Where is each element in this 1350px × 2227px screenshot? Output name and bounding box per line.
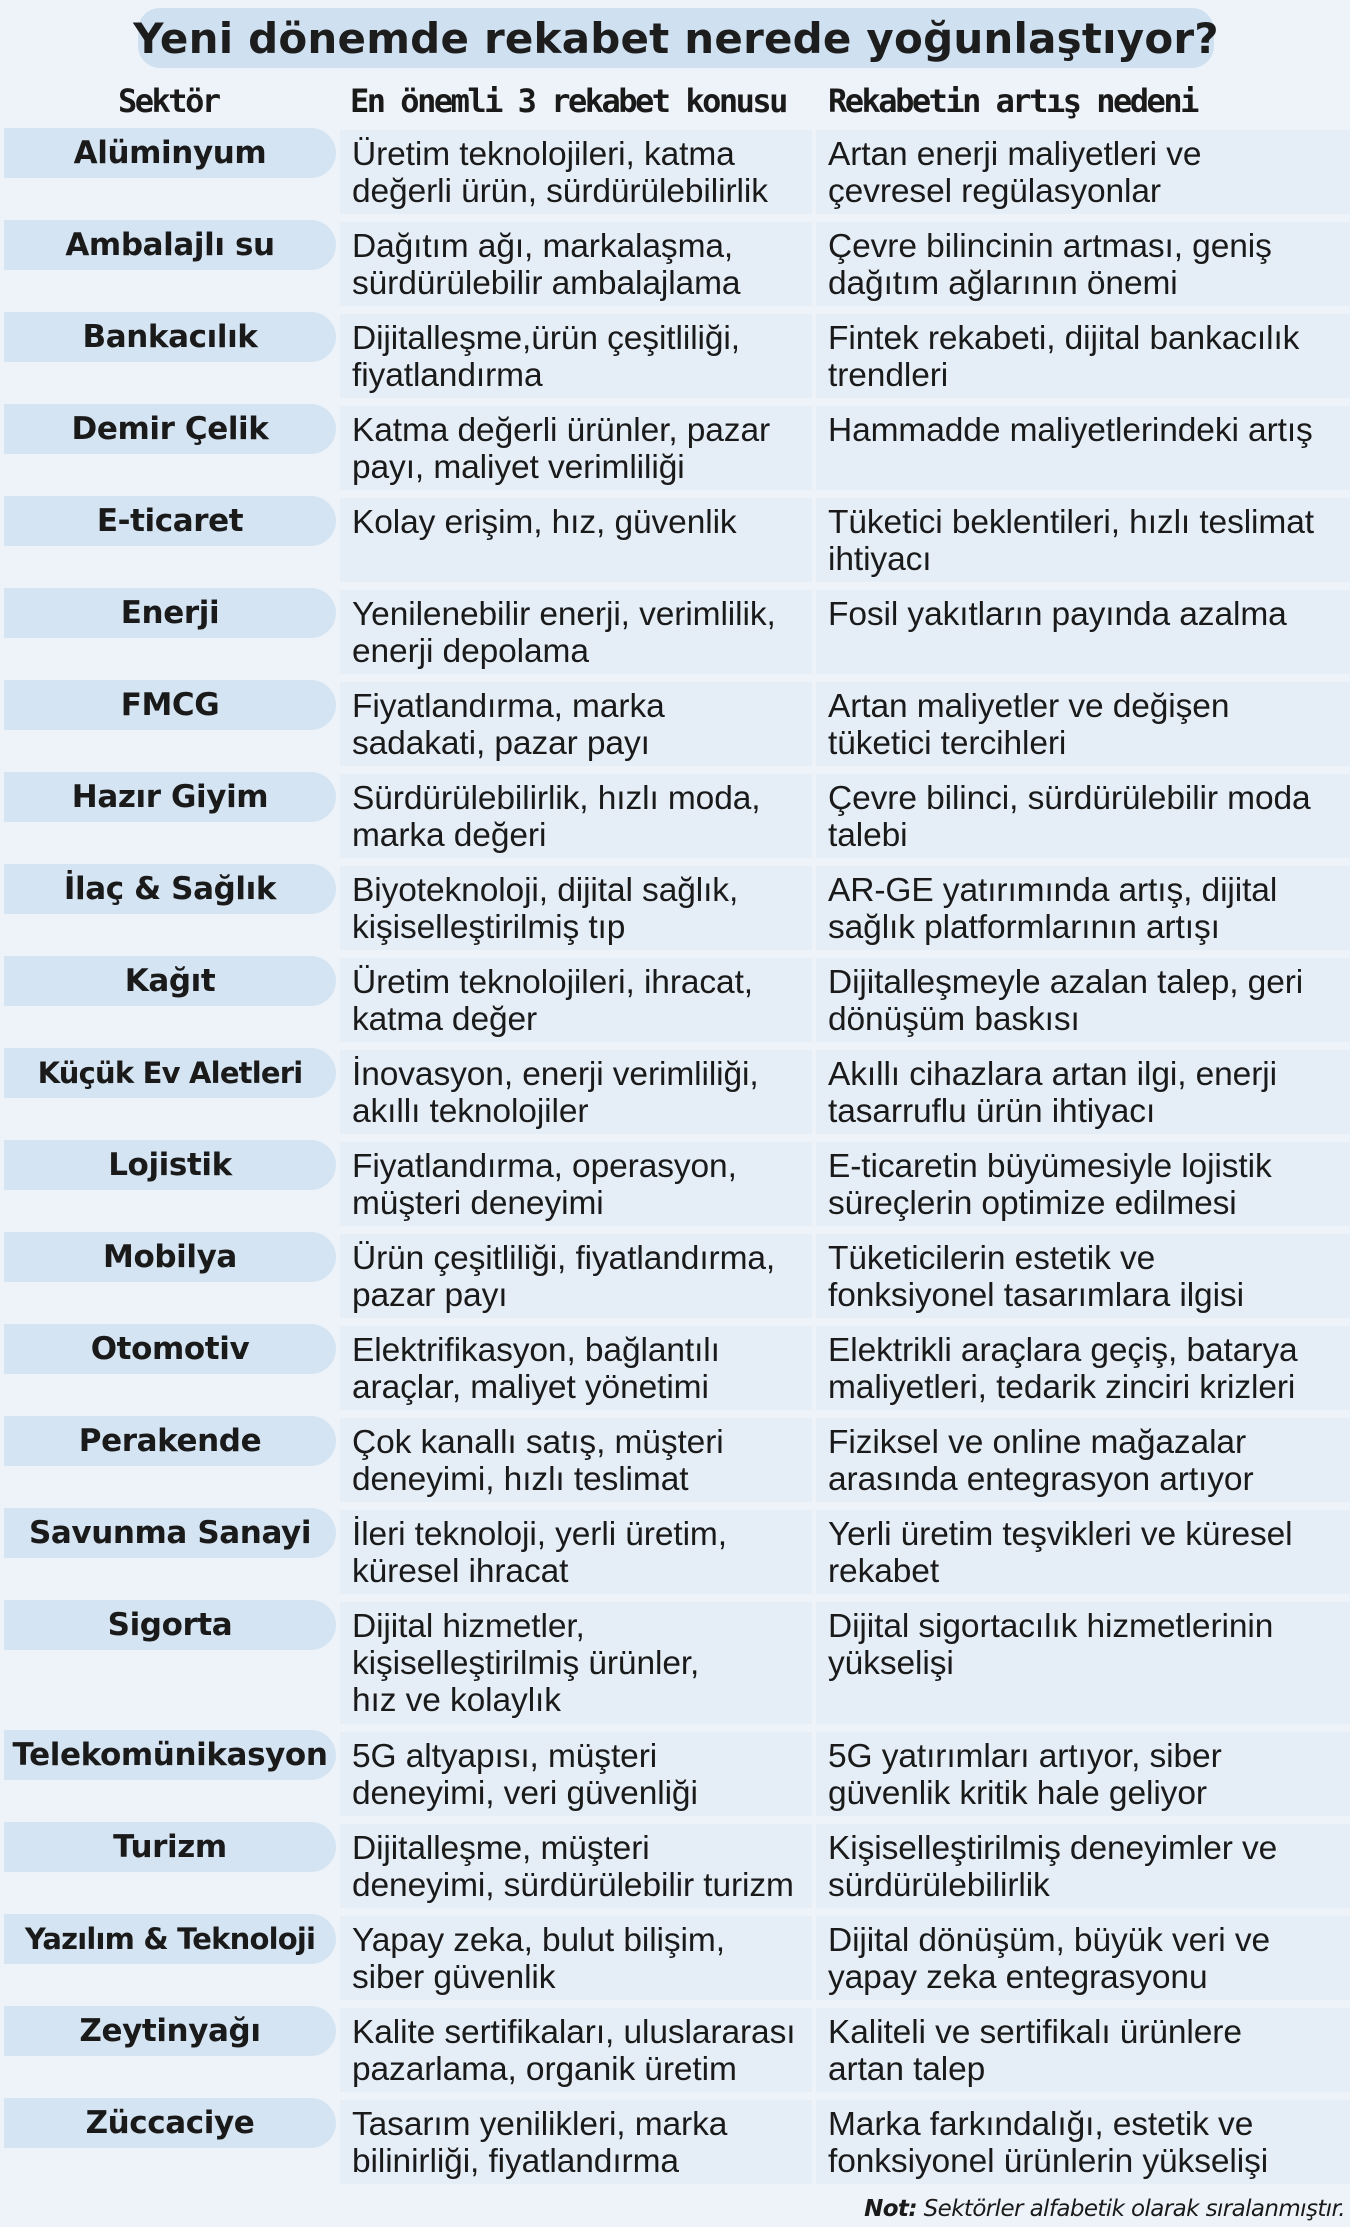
reason-cell: Hammadde maliyetlerindeki artış: [816, 406, 1350, 490]
table-row: [0, 1912, 1350, 2004]
title-banner: [133, 8, 1219, 68]
sector-label: E-ticaret: [4, 496, 336, 546]
sector-label: Alüminyum: [4, 128, 336, 178]
sector-label: Kağıt: [4, 956, 336, 1006]
sector-label: Savunma Sanayi: [4, 1508, 336, 1558]
topics-cell: Kalite sertifikaları, uluslararası pazarlama, organik üretim: [340, 2008, 812, 2092]
reason-cell: Akıllı cihazlara artan ilgi, enerji tasarruflu ürün ihtiyacı: [816, 1050, 1350, 1134]
page-title: Yeni dönemde rekabet nerede yoğunlaştıyor?: [133, 13, 1219, 63]
table-row: [0, 770, 1350, 862]
reason-cell: Fosil yakıtların payında azalma: [816, 590, 1350, 674]
topics-cell: İleri teknoloji, yerli üretim, küresel ihracat: [340, 1510, 812, 1594]
sector-label: Bankacılık: [4, 312, 336, 362]
topics-cell: Sürdürülebilirlik, hızlı moda, marka değeri: [340, 774, 812, 858]
reason-cell: Artan enerji maliyetleri ve çevresel regülasyonlar: [816, 130, 1350, 214]
topics-cell: Katma değerli ürünler, pazar payı, maliyet verimliliği: [340, 406, 812, 490]
footnote-text: Sektörler alfabetik olarak sıralanmıştır.: [923, 2196, 1345, 2222]
reason-cell: E-ticaretin büyümesiyle lojistik süreçlerin optimize edilmesi: [816, 1142, 1350, 1226]
column-header-topics: En önemli 3 rekabet konusu: [350, 82, 786, 120]
sector-label: Zeytinyağı: [4, 2006, 336, 2056]
topics-cell: Çok kanallı satış, müşteri deneyimi, hızlı teslimat: [340, 1418, 812, 1502]
reason-cell: Tüketici beklentileri, hızlı teslimat ihtiyacı: [816, 498, 1350, 582]
column-header-sector: Sektör: [118, 82, 219, 120]
sector-label: Otomotiv: [4, 1324, 336, 1374]
table-row: [0, 494, 1350, 586]
table-row: [0, 402, 1350, 494]
reason-cell: Artan maliyetler ve değişen tüketici tercihleri: [816, 682, 1350, 766]
reason-cell: Tüketicilerin estetik ve fonksiyonel tasarımlara ilgisi: [816, 1234, 1350, 1318]
sector-label: Yazılım & Teknoloji: [4, 1914, 336, 1964]
sector-label: Enerji: [4, 588, 336, 638]
table-row: [0, 862, 1350, 954]
topics-cell: Yapay zeka, bulut bilişim, siber güvenlik: [340, 1916, 812, 2000]
sector-label: Züccaciye: [4, 2098, 336, 2148]
sector-label: Hazır Giyim: [4, 772, 336, 822]
topics-cell: Biyoteknoloji, dijital sağlık, kişiselleştirilmiş tıp: [340, 866, 812, 950]
table-row: [0, 310, 1350, 402]
sector-label: Demir Çelik: [4, 404, 336, 454]
reason-cell: Fintek rekabeti, dijital bankacılık trendleri: [816, 314, 1350, 398]
topics-cell: Dağıtım ağı, markalaşma, sürdürülebilir ambalajlama: [340, 222, 812, 306]
table-row: [0, 2004, 1350, 2096]
topics-cell: Ürün çeşitliliği, fiyatlandırma, pazar payı: [340, 1234, 812, 1318]
table-row: [0, 1046, 1350, 1138]
topics-cell: Üretim teknolojileri, katma değerli ürün, sürdürülebilirlik: [340, 130, 812, 214]
reason-cell: Çevre bilinci, sürdürülebilir moda talebi: [816, 774, 1350, 858]
reason-cell: Dijitalleşmeyle azalan talep, geri dönüşüm baskısı: [816, 958, 1350, 1042]
topics-cell: Fiyatlandırma, marka sadakati, pazar payı: [340, 682, 812, 766]
topics-cell: Fiyatlandırma, operasyon, müşteri deneyimi: [340, 1142, 812, 1226]
sector-label: Mobilya: [4, 1232, 336, 1282]
footnote: [840, 2196, 1345, 2222]
sector-label: Perakende: [4, 1416, 336, 1466]
table-row: [0, 1728, 1350, 1820]
topics-cell: Elektrifikasyon, bağlantılı araçlar, maliyet yönetimi: [340, 1326, 812, 1410]
column-header-reason: Rekabetin artış nedeni: [828, 82, 1197, 120]
topics-cell: Dijital hizmetler, kişiselleştirilmiş ürünler, hız ve kolaylık: [340, 1602, 812, 1724]
table-row: [0, 1414, 1350, 1506]
table-row: [0, 1322, 1350, 1414]
table-row: [0, 678, 1350, 770]
table-body: [0, 126, 1350, 2188]
topics-cell: Tasarım yenilikleri, marka bilinirliği, fiyatlandırma: [340, 2100, 812, 2184]
topics-cell: İnovasyon, enerji verimliliği, akıllı teknolojiler: [340, 1050, 812, 1134]
reason-cell: Elektrikli araçlara geçiş, batarya maliyetleri, tedarik zinciri krizleri: [816, 1326, 1350, 1410]
topics-cell: Yenilenebilir enerji, verimlilik, enerji depolama: [340, 590, 812, 674]
reason-cell: Marka farkındalığı, estetik ve fonksiyonel ürünlerin yükselişi: [816, 2100, 1350, 2184]
sector-label: Turizm: [4, 1822, 336, 1872]
topics-cell: Üretim teknolojileri, ihracat, katma değer: [340, 958, 812, 1042]
reason-cell: Dijital dönüşüm, büyük veri ve yapay zeka entegrasyonu: [816, 1916, 1350, 2000]
sector-label: Telekomünikasyon: [4, 1730, 336, 1780]
table-row: [0, 954, 1350, 1046]
footnote-label: Not:: [864, 2196, 917, 2222]
table-row: [0, 1506, 1350, 1598]
sector-label: Küçük Ev Aletleri: [4, 1048, 336, 1098]
sector-label: İlaç & Sağlık: [4, 864, 336, 914]
table-row: [0, 1138, 1350, 1230]
sector-label: Ambalajlı su: [4, 220, 336, 270]
table-header: [0, 74, 1350, 126]
reason-cell: Kaliteli ve sertifikalı ürünlere artan talep: [816, 2008, 1350, 2092]
topics-cell: Dijitalleşme, müşteri deneyimi, sürdürülebilir turizm: [340, 1824, 812, 1908]
sector-label: Lojistik: [4, 1140, 336, 1190]
reason-cell: Kişiselleştirilmiş deneyimler ve sürdürülebilirlik: [816, 1824, 1350, 1908]
topics-cell: Kolay erişim, hız, güvenlik: [340, 498, 812, 582]
reason-cell: Çevre bilincinin artması, geniş dağıtım ağlarının önemi: [816, 222, 1350, 306]
table-row: [0, 126, 1350, 218]
topics-cell: 5G altyapısı, müşteri deneyimi, veri güvenliği: [340, 1732, 812, 1816]
sector-label: Sigorta: [4, 1600, 336, 1650]
table-row: [0, 1598, 1350, 1728]
topics-cell: Dijitalleşme,ürün çeşitliliği, fiyatlandırma: [340, 314, 812, 398]
reason-cell: 5G yatırımları artıyor, siber güvenlik kritik hale geliyor: [816, 1732, 1350, 1816]
table-row: [0, 218, 1350, 310]
sector-label: FMCG: [4, 680, 336, 730]
table-row: [0, 1230, 1350, 1322]
reason-cell: Fiziksel ve online mağazalar arasında entegrasyon artıyor: [816, 1418, 1350, 1502]
reason-cell: Yerli üretim teşvikleri ve küresel rekabet: [816, 1510, 1350, 1594]
reason-cell: AR-GE yatırımında artış, dijital sağlık platformlarının artışı: [816, 866, 1350, 950]
table-row: [0, 586, 1350, 678]
table-row: [0, 2096, 1350, 2188]
table-row: [0, 1820, 1350, 1912]
reason-cell: Dijital sigortacılık hizmetlerinin yükselişi: [816, 1602, 1350, 1724]
